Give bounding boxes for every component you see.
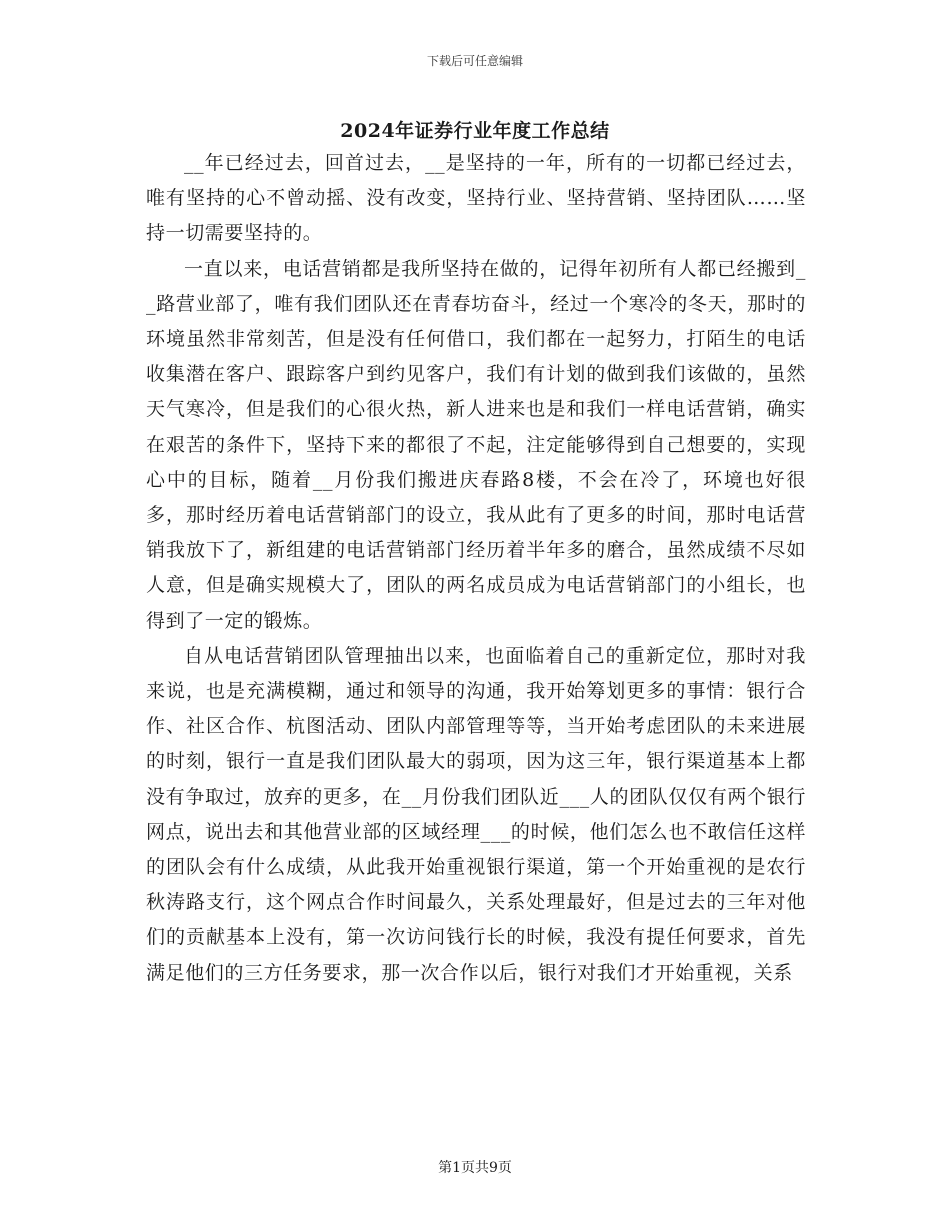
page-number: 第1页共9页 (438, 1160, 512, 1176)
paragraph-1: __年已经过去，回首过去，__是坚持的一年，所有的一切都已经过去，唯有坚持的心不曾动摇、没有改变，坚持行业、坚持营销、坚持团队……坚持一切需要坚持的。 (146, 152, 806, 245)
paragraph-2: 一直以来，电话营销都是我所坚持在做的，记得年初所有人都已经搬到__路营业部了，唯有我们团队还在青春坊奋斗，经过一个寒冷的冬天，那时的环境虽然非常刻苦，但是没有任何借口，我们都在一起努力，打陌生的电话收集潜在客户、跟踪客户到约见客户，我们有计划的做到我们该做的，虽然天气寒冷，但是我们的心很火热，新人进来也是和我们一样电话营销，确实在艰苦的条件下，坚持下来的都很了不起，注定能够得到自己想要的，实现心中的目标，随着__月份我们搬进庆春路8楼，不会在冷了，环境也好很多，那时经历着电话营销部门的设立，我从此有了更多的时间，那时电话营销我放下了，新组建的电话营销部门经历着半年多的磨合，虽然成绩不尽如人意，但是确实规模大了，团队的两名成员成为电话营销部门的小组长，也得到了一定的锻炼。 (146, 257, 806, 632)
document-title: 2024年证券行业年度工作总结 (340, 120, 610, 142)
header-note: 下载后可任意编辑 (426, 54, 523, 68)
document-body (146, 146, 806, 991)
paragraph-3: 自从电话营销团队管理抽出以来，也面临着自己的重新定位，那时对我来说，也是充满模糊，通过和领导的沟通，我开始筹划更多的事情：银行合作、社区合作、杭图活动、团队内部管理等等，当开始考虑团队的未来进展的时刻，银行一直是我们团队最大的弱项，因为这三年，银行渠道基本上都没有争取过，放弃的更多，在__月份我们团队近___人的团队仅仅有两个银行网点，说出去和其他营业部的区域经理___的时候，他们怎么也不敢信任这样的团队会有什么成绩，从此我开始重视银行渠道，第一个开始重视的是农行秋涛路支行，这个网点合作时间最久，关系处理最好，但是过去的三年对他们的贡献基本上没有，第一次访问钱行长的时候，我没有提任何要求，首先满足他们的三方任务要求，那一次合作以后，银行对我们才开始重视，关系 (146, 644, 806, 984)
